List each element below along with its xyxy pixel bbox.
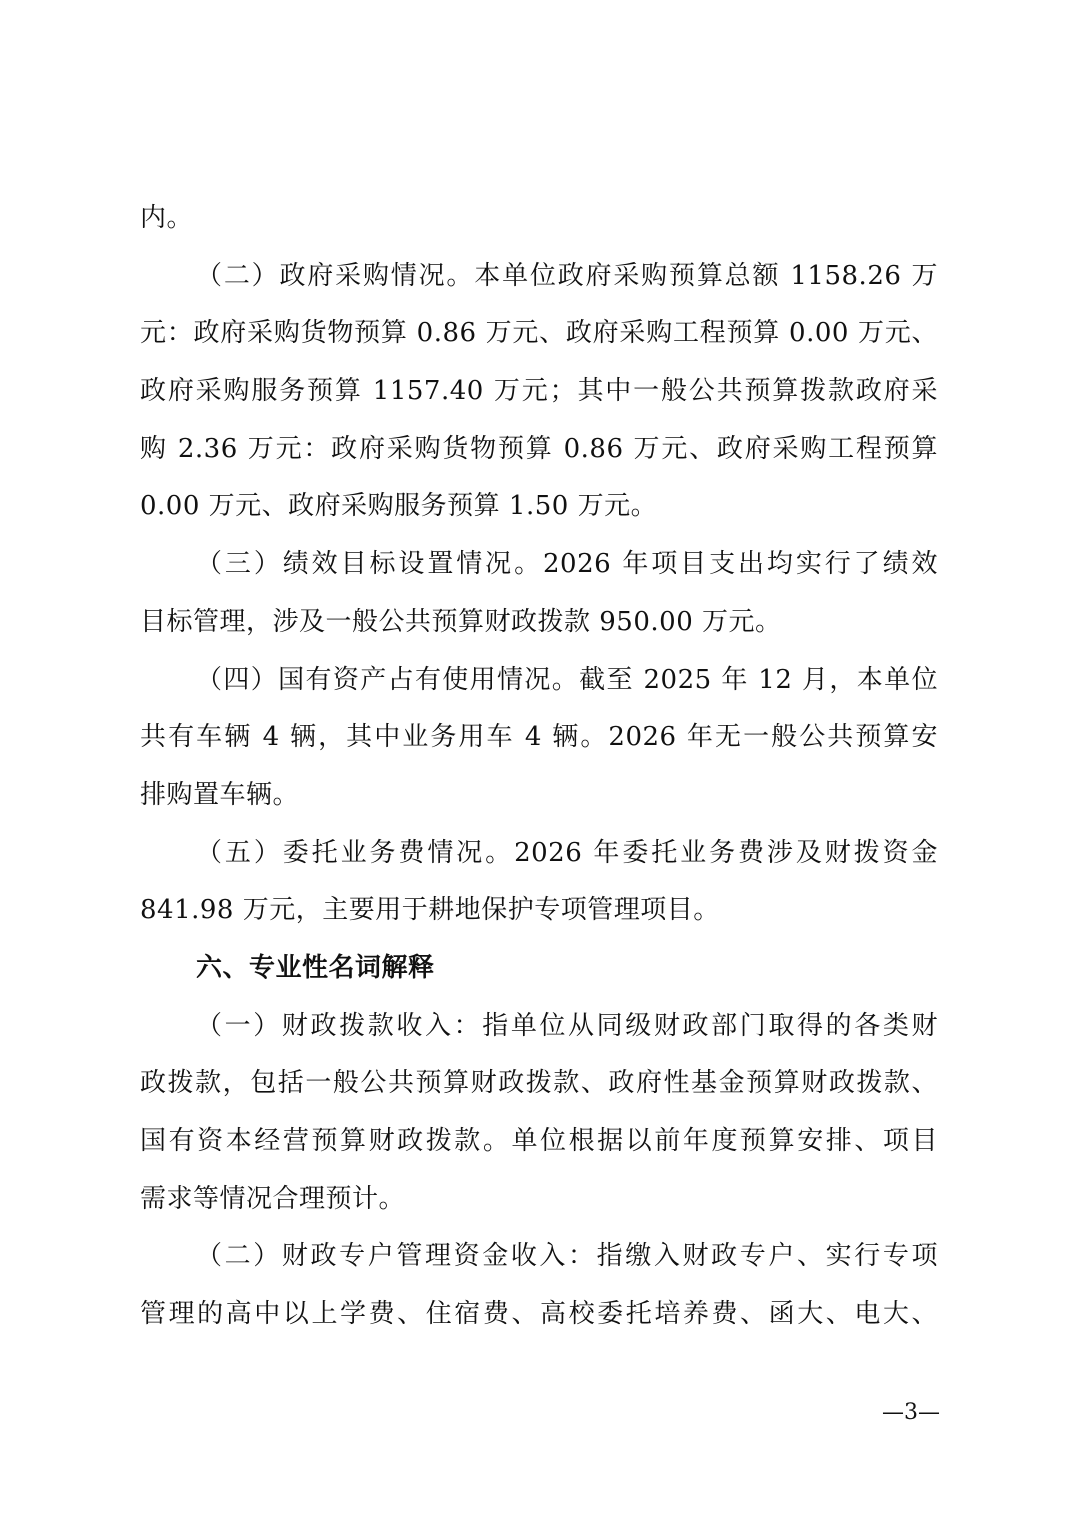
text-line: （二）政府采购情况。本单位政府采购预算总额 1158.26 万 (196, 260, 938, 291)
section-heading: 六、专业性名词解释 (196, 952, 435, 983)
text-line: 目标管理，涉及一般公共预算财政拨款 950.00 万元。 (140, 606, 782, 637)
text-line: （二）财政专户管理资金收入：指缴入财政专户、实行专项 (196, 1241, 938, 1272)
text-line: 国有资本经营预算财政拨款。单位根据以前年度预算安排、项目 (140, 1126, 938, 1156)
text-line: 管理的高中以上学费、住宿费、高校委托培养费、函大、电大、 (140, 1299, 938, 1330)
text-line: （四）国有资产占有使用情况。截至 2025 年 12 月，本单位 (196, 664, 938, 695)
text-line: 841.98 万元，主要用于耕地保护专项管理项目。 (140, 895, 720, 926)
text-line: 购 2.36 万元：政府采购货物预算 0.86 万元、政府采购工程预算 (140, 433, 938, 464)
text-line: 政府采购服务预算 1157.40 万元；其中一般公共预算拨款政府采 (140, 376, 938, 407)
page-number: —3— (882, 1400, 940, 1425)
text-line: （一）财政拨款收入：指单位从同级财政部门取得的各类财 (196, 1010, 938, 1041)
body-text (140, 190, 938, 1344)
text-line: 元：政府采购货物预算 0.86 万元、政府采购工程预算 0.00 万元、 (140, 318, 938, 349)
text-line: （五）委托业务费情况。2026 年委托业务费涉及财拨资金 (196, 837, 938, 868)
text-line: 内。 (140, 203, 194, 233)
text-line: 共有车辆 4 辆，其中业务用车 4 辆。2026 年无一般公共预算安 (140, 722, 938, 753)
text-line: （三）绩效目标设置情况。2026 年项目支出均实行了绩效 (196, 549, 938, 580)
text-line: 政拨款，包括一般公共预算财政拨款、政府性基金预算财政拨款、 (140, 1068, 938, 1099)
text-line: 排购置车辆。 (140, 779, 300, 810)
text-line: 0.00 万元、政府采购服务预算 1.50 万元。 (140, 491, 658, 522)
text-line: 需求等情况合理预计。 (140, 1183, 406, 1214)
